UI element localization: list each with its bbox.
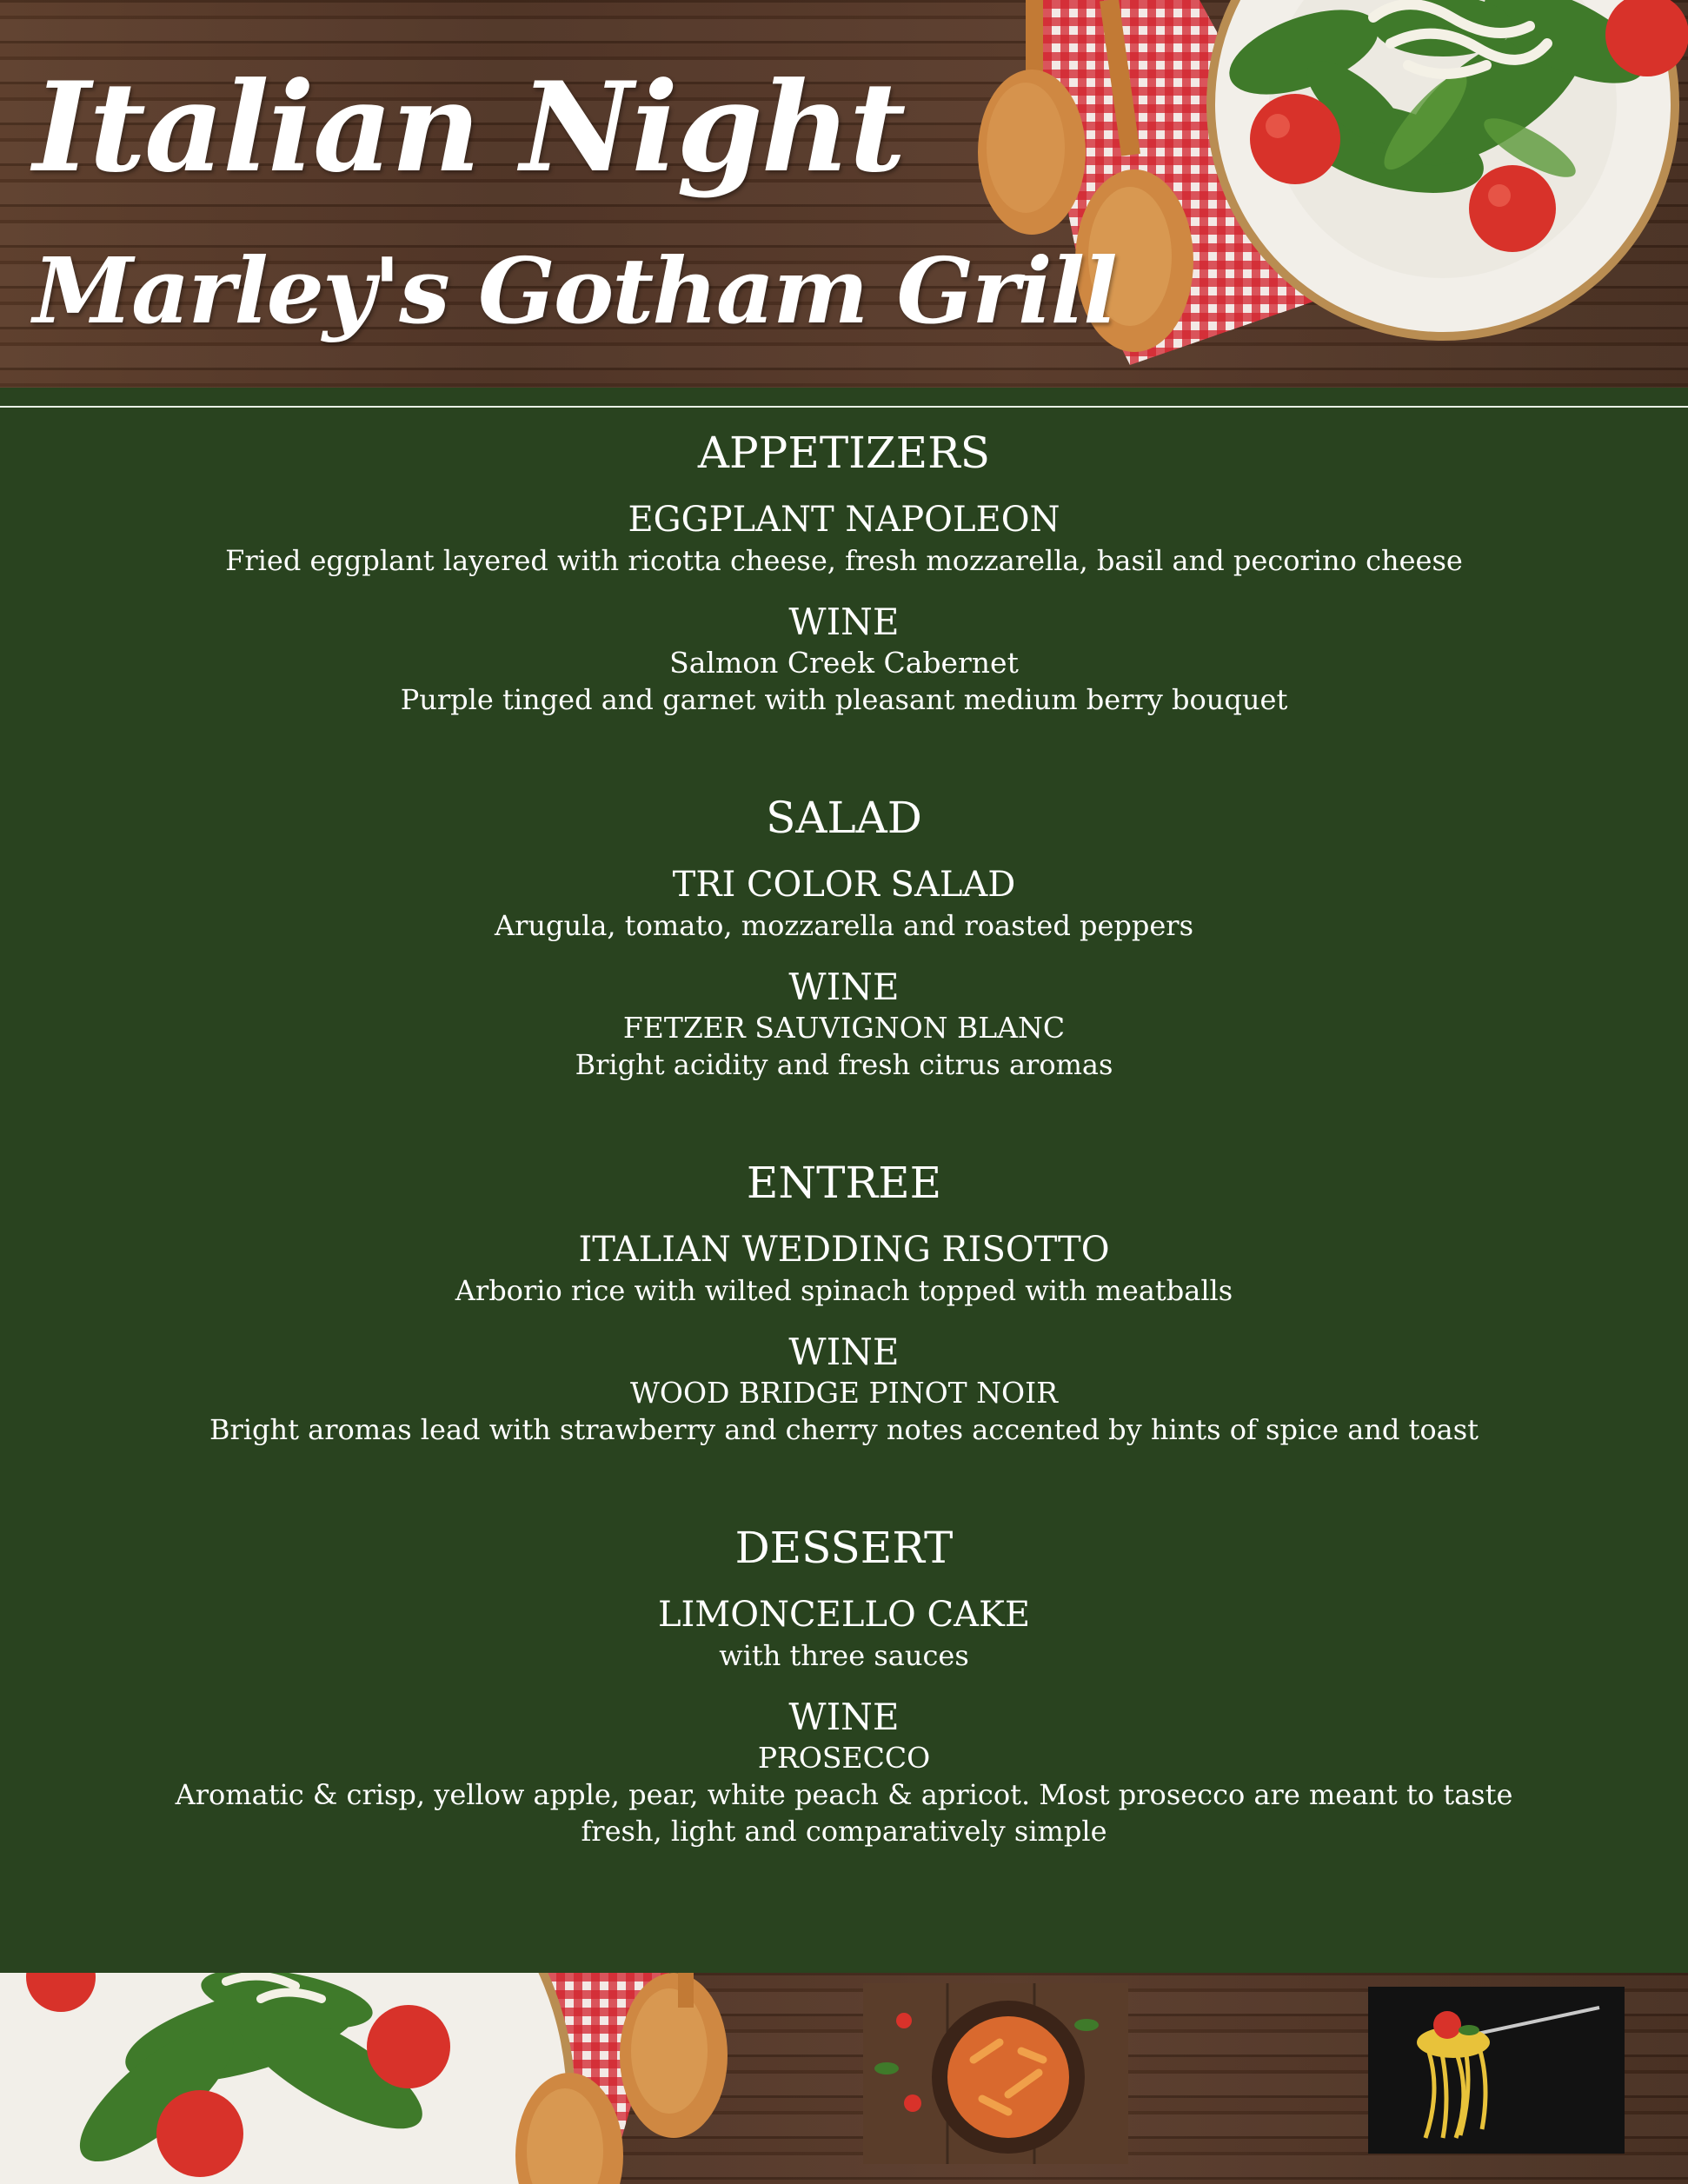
page-title: Italian Night (33, 56, 905, 200)
tomato-icon (1250, 94, 1340, 184)
tomato-icon (1433, 2011, 1461, 2039)
wine-description: Purple tinged and garnet with pleasant medium berry bouquet (400, 683, 1288, 716)
course-entree (0, 1083, 1688, 1448)
wine-label: WINE (788, 1331, 900, 1373)
dish-description: Arugula, tomato, mozzarella and roasted peppers (494, 909, 1194, 942)
dish-description: Fried eggplant layered with ricotta cheese, fresh mozzarella, basil and pecorino cheese (225, 544, 1463, 577)
salad-plate-icon (0, 1973, 575, 2184)
wine-description: Bright aromas lead with strawberry and cherry notes accented by hints of spice and toast (209, 1413, 1479, 1446)
course-title: APPETIZERS (697, 428, 991, 478)
pasta-bowl-photo (863, 1983, 1128, 2164)
wine-name: PROSECCO (757, 1741, 931, 1775)
tomato-icon (156, 2090, 243, 2177)
course-dessert (0, 1448, 1688, 1849)
wine-description: Bright acidity and fresh citrus aromas (575, 1048, 1113, 1081)
course-appetizers (0, 417, 1688, 718)
dish-title: EGGPLANT NAPOLEON (628, 500, 1060, 540)
footer-food-photos (0, 1973, 1688, 2184)
header-banner (0, 0, 1688, 388)
course-salad (0, 718, 1688, 1083)
wine-label: WINE (788, 601, 900, 643)
footer-banner (0, 1973, 1688, 2184)
restaurant-name: Marley's Gotham Grill (33, 237, 1116, 344)
tomato-icon (1469, 165, 1556, 252)
wine-name: Salmon Creek Cabernet (669, 646, 1019, 680)
menu-body (0, 417, 1688, 1849)
wine-name: WOOD BRIDGE PINOT NOIR (630, 1376, 1058, 1410)
dish-title: TRI COLOR SALAD (672, 865, 1016, 905)
tomato-icon (367, 2005, 450, 2088)
dish-title: ITALIAN WEDDING RISOTTO (578, 1230, 1110, 1270)
dish-title: LIMONCELLO CAKE (657, 1595, 1031, 1635)
wine-label: WINE (788, 1696, 900, 1738)
course-title: DESSERT (734, 1523, 954, 1573)
spaghetti-fork-photo (1368, 1987, 1625, 2154)
wine-label: WINE (788, 966, 900, 1008)
dish-description: Arborio rice with wilted spinach topped with meatballs (455, 1274, 1233, 1307)
wine-description: Aromatic & crisp, yellow apple, pear, white peach & apricot. Most prosecco are meant to taste fresh, light and comparatively simple (175, 1778, 1513, 1848)
course-title: SALAD (766, 793, 922, 843)
header-divider (0, 406, 1688, 408)
course-title: ENTREE (746, 1158, 942, 1208)
wine-name: FETZER SAUVIGNON BLANC (622, 1011, 1066, 1045)
dish-description: with three sauces (719, 1639, 969, 1672)
